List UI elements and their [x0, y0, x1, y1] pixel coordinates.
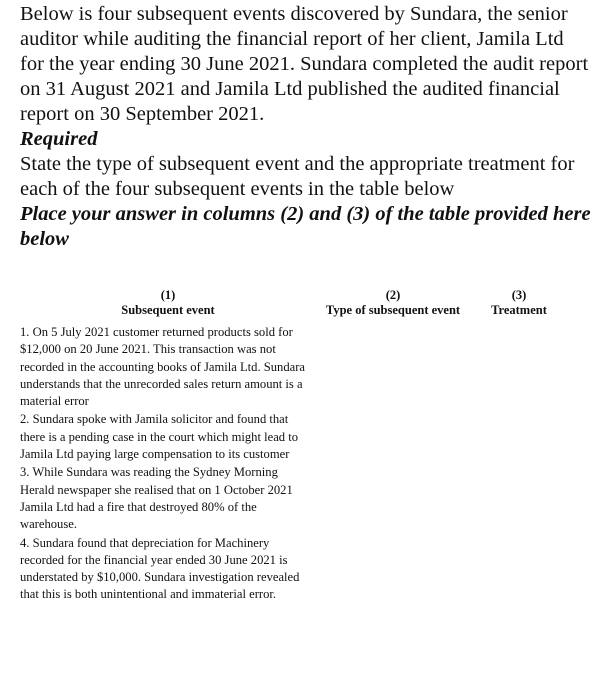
question-statement: State the type of subsequent event and the appropriate treatment for each of the four subsequent events in the table below	[20, 153, 575, 200]
question-text	[20, 2, 592, 252]
column-header-subsequent-event	[108, 288, 228, 318]
column-title: Subsequent event	[121, 303, 215, 317]
column-number: (3)	[511, 288, 527, 302]
column-number: (2)	[385, 288, 401, 302]
event-list	[20, 324, 312, 605]
column-header-type	[310, 288, 476, 318]
event-2: 2. Sundara spoke with Jamila solicitor and found that there is a pending case in the court which might lead to Jamila Ltd paying large compensation to its customer	[20, 412, 299, 462]
answer-instruction: Place your answer in columns (2) and (3) of the table provided here below	[20, 203, 591, 250]
event-4: 4. Sundara found that depreciation for Machinery recorded for the financial year ended 30 June 2021 is understated by $10,000. Sundara investigation revealed that this is both unintentional and immaterial error.	[20, 535, 300, 602]
intro-paragraph: Below is four subsequent events discovered by Sundara, the senior auditor while auditing the financial report of her client, Jamila Ltd for the year ending 30 June 2021. Sundara completed the audit report on 31 August 2021 and Jamila Ltd published the audited financial report on 30 September 2021.	[20, 3, 589, 125]
column-header-treatment	[478, 288, 560, 318]
column-title: Type of subsequent event	[325, 303, 461, 317]
column-number: (1)	[160, 288, 176, 302]
event-3: 3. While Sundara was reading the Sydney Morning Herald newspaper she realised that on 1 October 2021 Jamila Ltd had a fire that destroyed 80% of the warehouse.	[20, 465, 293, 532]
event-1: 1. On 5 July 2021 customer returned products sold for $12,000 on 20 June 2021. This transaction was not recorded in the accounting books of Jamila Ltd. Sundara understands that the unrecorded sales return amount is a material error	[20, 325, 306, 409]
column-title: Treatment	[491, 303, 547, 317]
required-label: Required	[20, 128, 98, 150]
